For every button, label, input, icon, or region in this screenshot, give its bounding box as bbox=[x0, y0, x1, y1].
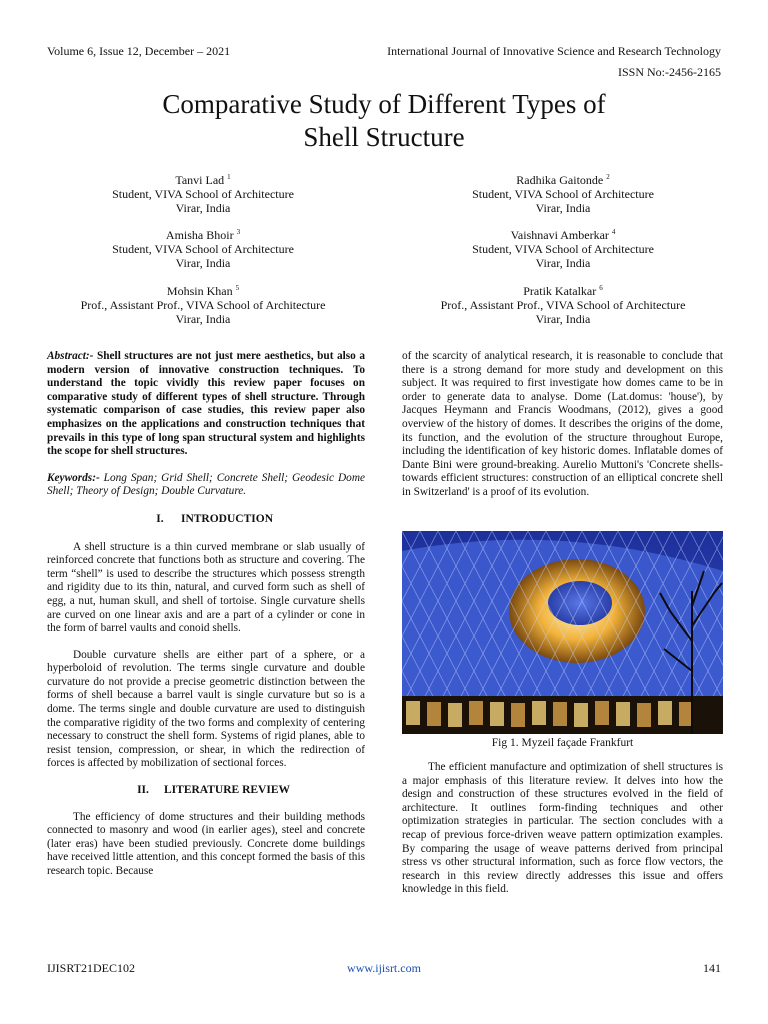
author-name: Radhika Gaitonde bbox=[516, 173, 604, 187]
author-name: Mohsin Khan bbox=[166, 284, 233, 298]
author-affil: Prof., Assistant Prof., VIVA School of Architecture bbox=[80, 298, 326, 312]
author-block-5 bbox=[38, 281, 368, 326]
figure-photo bbox=[402, 531, 723, 734]
author-affil: Student, VIVA School of Architecture bbox=[112, 187, 294, 201]
section-number: II. bbox=[137, 784, 149, 797]
author-place: Virar, India bbox=[175, 312, 231, 326]
myzeil-facade-illustration bbox=[402, 531, 723, 734]
author-block-1 bbox=[38, 170, 368, 215]
section-title: LITERATURE REVIEW bbox=[164, 784, 290, 797]
author-sup: 4 bbox=[611, 228, 616, 236]
author-block-4 bbox=[398, 225, 728, 270]
author-affil: Student, VIVA School of Architecture bbox=[112, 242, 294, 256]
shop-window bbox=[616, 702, 630, 726]
author-block-3 bbox=[38, 225, 368, 270]
shop-window bbox=[637, 703, 651, 727]
funnel-opening bbox=[548, 581, 612, 625]
author-sup: 2 bbox=[606, 173, 610, 181]
author-place: Virar, India bbox=[535, 256, 591, 270]
keywords bbox=[47, 472, 365, 499]
shop-window bbox=[406, 701, 420, 725]
paragraph: The efficient manufacture and optimization of shell structures is a major emphasis of this literature review. It delves into how the design and construction of these structures evolved in the field of architecture. It outlines form-finding techniques and other optimization strategies in particular. The section concludes with a recap of previous force-driven weave pattern optimization examples. By comparing the usage of weave patterns derived from principal stress vs other structural information, such as force flow vectors, the research in this review directly addresses this issue and offers knowledge in this field. bbox=[402, 761, 723, 896]
shop-window bbox=[490, 702, 504, 726]
abstract-text: Shell structures are not just mere aesthetics, but also a modern version of innovative construction techniques. To understand the topic vividly this review paper focuses on comparative study of different types of shell structure. Through systematic comparison of case studies, this review paper also emphasizes on the applications and construction techniques that prevails in this type of long span structural system and highlights the scope for shell structures. bbox=[47, 350, 365, 458]
shop-window bbox=[595, 701, 609, 725]
issn: ISSN No:-2456-2165 bbox=[617, 65, 721, 79]
author-sup: 6 bbox=[599, 284, 603, 292]
author-affil: Student, VIVA School of Architecture bbox=[472, 242, 654, 256]
shop-window bbox=[532, 701, 546, 725]
paragraph: The efficiency of dome structures and their building methods connected to masonry and wood (in earlier ages), steel and concrete (later eras) have been studied previously. Concrete dome buildings have received little attention, and this concept formed the basis of this research topic. Because bbox=[47, 810, 365, 877]
keywords-label: Keywords:- bbox=[47, 471, 100, 484]
page-number: 141 bbox=[703, 961, 721, 975]
shop-window bbox=[658, 701, 672, 725]
author-affil: Student, VIVA School of Architecture bbox=[472, 187, 654, 201]
author-place: Virar, India bbox=[175, 256, 231, 270]
right-column-top bbox=[402, 350, 723, 500]
author-block-2 bbox=[398, 170, 728, 215]
paper-title bbox=[0, 88, 768, 154]
author-sup: 5 bbox=[235, 284, 240, 292]
left-column bbox=[47, 350, 365, 879]
shop-window bbox=[574, 703, 588, 727]
section-title: INTRODUCTION bbox=[180, 512, 273, 525]
keywords-text: Long Span; Grid Shell; Concrete Shell; Geodesic Dome Shell; Theory of Design; Double Curvature. bbox=[47, 471, 365, 498]
section-heading-introduction bbox=[47, 513, 365, 527]
volume-info: Volume 6, Issue 12, December – 2021 bbox=[47, 44, 231, 58]
journal-url-link[interactable]: www.ijisrt.com bbox=[347, 961, 421, 975]
author-sup: 1 bbox=[227, 173, 231, 181]
paragraph: A shell structure is a thin curved membrane or slab usually of reinforced concrete that functions both as structure and covering. The term “shell” is used to describe the structures which possess strength and rigidity due to its thin, natural, and curved form such as shell of egg, a nut, human skull, and shell of tortoise. Single curvature shells are curved on one linear axis and are a part of a cylinder or cone in the form of barrel vaults and conoid shells. bbox=[47, 540, 365, 635]
figure-caption: Fig 1. Myzeil façade Frankfurt bbox=[491, 737, 634, 749]
shop-window bbox=[448, 703, 462, 727]
shop-window bbox=[469, 701, 483, 725]
author-name: Amisha Bhoir bbox=[165, 228, 234, 242]
paragraph: of the scarcity of analytical research, it is reasonable to conclude that there is a strong demand for more study and development on this subject. It was required to first investigate how domes came to be in order to generate data to analyse. Dome (Lat.domus: 'house'), by Jacques Heymann and Francis Woodmans, (2012), gives a good overview of the history of domes. It describes the origins of the dome, its function, and the evolution of the structure throughout Europe, including the identification of key historic domes. Inflatable domes of Dante Bini were ground-breaking. Aurelio Muttoni's 'Concrete shells-towards efficient structures: construction of an elliptical concrete shell in Switzerland' is a proof of its evolution. bbox=[402, 350, 723, 498]
paragraph: Double curvature shells are either part of a sphere, or a hyperboloid of revolution. The terms single curvature and double curvature do not provide a precise geometric distinction between the forms of shell because a barrel vault is single curvature but so is a dome. The terms single and double curvature are used to distinguish the comparative rigidity of the two forms and complexity of centering necessary to construct the shell form. Systems of rigid planes, able to resist tension, compression, or shear, in which the redirection of forces is affected by mobilization of sectional forces. bbox=[47, 648, 365, 770]
shop-window bbox=[427, 702, 441, 726]
paper-code: IJISRT21DEC102 bbox=[47, 961, 135, 975]
journal-name: International Journal of Innovative Science and Research Technology bbox=[387, 44, 721, 58]
author-affil: Prof., Assistant Prof., VIVA School of Architecture bbox=[440, 298, 686, 312]
shop-window bbox=[679, 702, 693, 726]
author-block-6 bbox=[398, 281, 728, 326]
author-sup: 3 bbox=[236, 228, 241, 236]
section-number: I. bbox=[156, 512, 164, 525]
author-place: Virar, India bbox=[535, 201, 591, 215]
shop-window bbox=[553, 702, 567, 726]
title-line-2: Shell Structure bbox=[303, 122, 465, 152]
title-line-1: Comparative Study of Different Types of bbox=[162, 89, 606, 119]
author-name: Pratik Katalkar bbox=[523, 284, 597, 298]
shop-window bbox=[511, 703, 525, 727]
author-name: Tanvi Lad bbox=[175, 173, 225, 187]
section-heading-literature-review bbox=[47, 784, 365, 798]
abstract bbox=[47, 350, 365, 459]
abstract-label: Abstract:- bbox=[47, 350, 94, 362]
right-column-bottom bbox=[402, 761, 723, 897]
author-place: Virar, India bbox=[175, 201, 231, 215]
author-name: Vaishnavi Amberkar bbox=[510, 228, 609, 242]
author-place: Virar, India bbox=[535, 312, 591, 326]
